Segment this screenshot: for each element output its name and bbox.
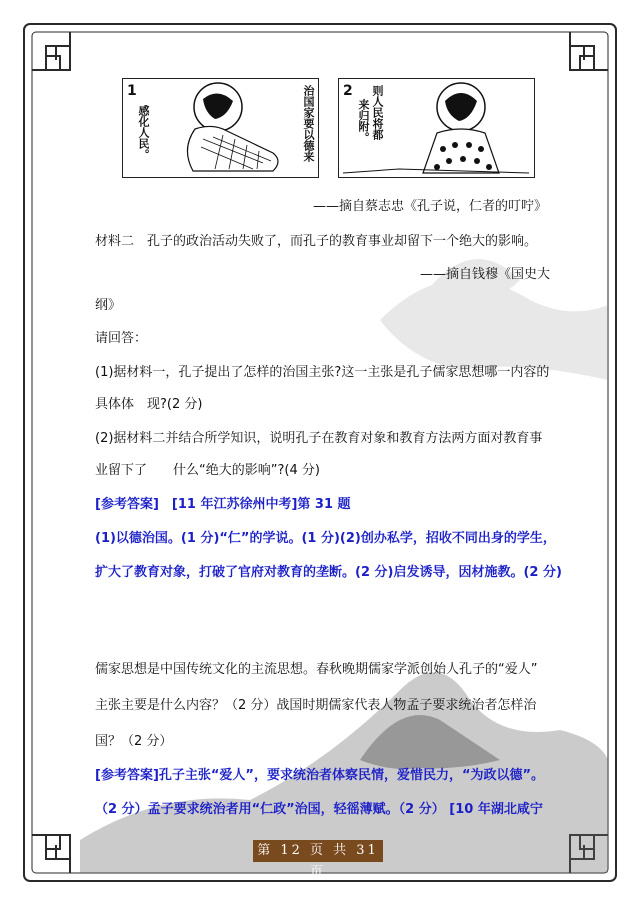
material-two-text: 材料二 孔子的政治活动失败了，而孔子的教育事业却留下一个绝大的影响。 <box>95 234 538 249</box>
answer-1-text-cont: 扩大了教育对象，打破了官府对教育的垄断。(2 分)启发诱导，因材施教。(2 分) <box>95 565 562 580</box>
question-block-2: 儒家思想是中国传统文化的主流思想。春秋晚期儒家学派创始人孔子的“爱人” <box>95 662 538 677</box>
question-block-2-end: 国？（2 分） <box>95 734 173 749</box>
answer-1-header: [参考答案] [11 年江苏徐州中考]第 31 题 <box>95 497 351 512</box>
panel-number: 1 <box>127 83 137 99</box>
panel-number: 2 <box>343 83 353 99</box>
source-citation-2: ——摘自钱穆《国史大 <box>419 267 550 282</box>
answer-2-text-cont: （2 分）孟子要求统治者用“仁政”治国，轻徭薄赋。（2 分） [10 年湖北咸宁 <box>95 802 543 817</box>
panel-caption-line: 治国家要以德来 <box>302 85 315 162</box>
answer-prompt: 请回答： <box>95 331 148 346</box>
illustration-panel-1 <box>122 78 319 178</box>
source-citation-2-cont: 纲》 <box>95 298 122 313</box>
confucius-seated-drawing <box>339 79 534 177</box>
page-number-footer: 第 12 页 共 31 页 <box>253 840 383 862</box>
answer-1-text: (1)以德治国。(1 分)“仁”的学说。(1 分)(2)创办私学，招收不同出身的学生， <box>95 531 556 546</box>
question-1-cont: 具体体 现?(2 分) <box>95 397 203 412</box>
question-1: (1)据材料一，孔子提出了怎样的治国主张?这一主张是孔子儒家思想哪一内容的 <box>95 365 550 380</box>
source-citation-1: ——摘自蔡志忠《孔子说，仁者的叮咛》 <box>312 199 547 214</box>
panel-caption-line: 来归附。 <box>357 99 370 143</box>
answer-2-text: [参考答案]孔子主张“爱人”，要求统治者体察民情，爱惜民力，“为政以德”。 <box>95 768 545 783</box>
confucius-figure-drawing <box>123 79 318 177</box>
question-2: (2)据材料二并结合所学知识，说明孔子在教育对象和教育方法两方面对教育事 <box>95 431 543 446</box>
panel-caption-line: 感化人民。 <box>137 105 150 160</box>
question-block-2-cont: 主张主要是什么内容？（2 分）战国时期儒家代表人物孟子要求统治者怎样治 <box>95 698 537 713</box>
question-2-cont: 业留下了 什么“绝大的影响”?(4 分) <box>95 463 320 478</box>
panel-caption-line: 则人民将都 <box>371 85 384 140</box>
illustration-panel-2 <box>338 78 535 178</box>
